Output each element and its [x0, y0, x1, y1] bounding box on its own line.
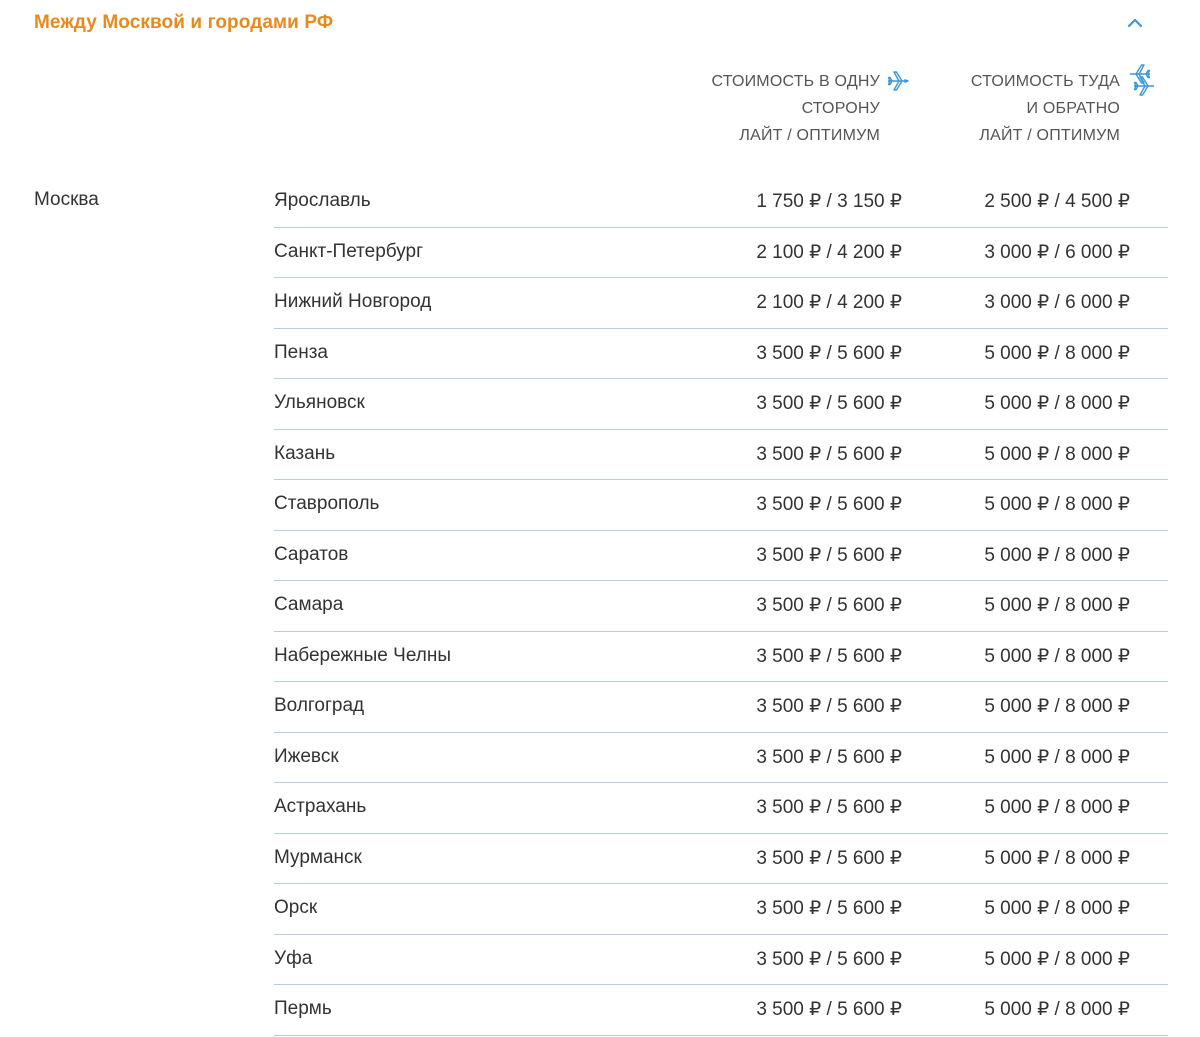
price-oneway: 3 500 ₽ / 5 600 ₽ [756, 847, 902, 869]
table-row [274, 682, 1168, 733]
table-row [274, 985, 1168, 1036]
destination-city: Астрахань [274, 796, 367, 817]
column-header-oneway [640, 68, 880, 149]
destination-city: Уфа [274, 947, 313, 969]
price-oneway: 3 500 ₽ / 5 600 ₽ [756, 999, 902, 1020]
table-row [274, 531, 1168, 582]
column-header-oneway-line2: СТОРОНУ [801, 100, 880, 117]
price-oneway: 3 500 ₽ / 5 600 ₽ [756, 595, 902, 616]
destination-city: Нижний Новгород [274, 291, 432, 312]
price-return: 5 000 ₽ / 8 000 ₽ [984, 494, 1130, 515]
section-title[interactable]: Между Москвой и городами РФ [34, 12, 334, 33]
destination-city: Мурманск [274, 846, 362, 868]
price-return: 2 500 ₽ / 4 500 ₽ [984, 191, 1130, 212]
price-return: 5 000 ₽ / 8 000 ₽ [984, 544, 1130, 566]
table-row [274, 632, 1168, 683]
table-row [274, 480, 1168, 531]
section-header[interactable] [34, 10, 1154, 40]
price-return: 5 000 ₽ / 8 000 ₽ [984, 847, 1130, 869]
price-return: 5 000 ₽ / 8 000 ₽ [984, 645, 1130, 667]
destination-city: Ярославль [274, 190, 371, 211]
price-oneway: 2 100 ₽ / 4 200 ₽ [756, 292, 902, 313]
destination-city: Пенза [274, 341, 328, 363]
price-oneway: 3 500 ₽ / 5 600 ₽ [756, 898, 902, 919]
column-header-return-line2: И ОБРАТНО [1026, 100, 1120, 117]
table-row [274, 935, 1168, 986]
table-row [274, 834, 1168, 885]
column-header-oneway-line1: СТОИМОСТЬ В ОДНУ [711, 73, 880, 90]
destination-city: Ульяновск [274, 392, 365, 413]
column-header-return-line1: СТОИМОСТЬ ТУДА [970, 73, 1120, 90]
table-row [274, 581, 1168, 632]
price-return: 5 000 ₽ / 8 000 ₽ [984, 393, 1130, 414]
destination-city: Ставрополь [274, 493, 380, 514]
table-row [274, 884, 1168, 935]
price-return: 5 000 ₽ / 8 000 ₽ [984, 746, 1130, 768]
price-oneway: 3 500 ₽ / 5 600 ₽ [756, 544, 902, 566]
price-oneway: 3 500 ₽ / 5 600 ₽ [756, 746, 902, 768]
round-trip-plane-icon [1124, 62, 1158, 109]
destination-city: Санкт-Петербург [274, 240, 424, 262]
price-return: 5 000 ₽ / 8 000 ₽ [984, 595, 1130, 616]
price-oneway: 3 500 ₽ / 5 600 ₽ [756, 494, 902, 515]
price-return: 5 000 ₽ / 8 000 ₽ [984, 342, 1130, 364]
price-oneway: 3 500 ₽ / 5 600 ₽ [756, 948, 902, 970]
column-header-oneway-line3: ЛАЙТ / ОПТИМУМ [739, 127, 880, 144]
destination-city: Казань [274, 442, 336, 464]
destination-city: Ижевск [274, 745, 339, 767]
table-row [274, 783, 1168, 834]
price-oneway: 3 500 ₽ / 5 600 ₽ [756, 443, 902, 465]
table-row [274, 278, 1168, 329]
column-header-return-line3: ЛАЙТ / ОПТИМУМ [979, 127, 1120, 144]
destination-city: Набережные Челны [274, 644, 451, 666]
destination-city: Пермь [274, 998, 332, 1019]
table-row [274, 733, 1168, 784]
routes-table [274, 177, 1168, 1036]
price-return: 5 000 ₽ / 8 000 ₽ [984, 696, 1130, 717]
chevron-up-icon[interactable] [1126, 14, 1144, 32]
destination-city: Волгоград [274, 695, 365, 716]
price-oneway: 3 500 ₽ / 5 600 ₽ [756, 342, 902, 364]
column-header-return [880, 68, 1120, 149]
price-return: 5 000 ₽ / 8 000 ₽ [984, 948, 1130, 970]
price-return: 5 000 ₽ / 8 000 ₽ [984, 999, 1130, 1020]
price-oneway: 3 500 ₽ / 5 600 ₽ [756, 393, 902, 414]
price-return: 3 000 ₽ / 6 000 ₽ [984, 241, 1130, 263]
price-return: 5 000 ₽ / 8 000 ₽ [984, 443, 1130, 465]
price-return: 5 000 ₽ / 8 000 ₽ [984, 898, 1130, 919]
price-return: 3 000 ₽ / 6 000 ₽ [984, 292, 1130, 313]
destination-city: Саратов [274, 543, 349, 565]
table-row [274, 430, 1168, 481]
origin-city: Москва [34, 189, 99, 210]
price-return: 5 000 ₽ / 8 000 ₽ [984, 797, 1130, 818]
price-oneway: 3 500 ₽ / 5 600 ₽ [756, 645, 902, 667]
destination-city: Орск [274, 897, 318, 918]
table-row [274, 177, 1168, 228]
table-row [274, 228, 1168, 279]
price-oneway: 2 100 ₽ / 4 200 ₽ [756, 241, 902, 263]
table-row [274, 379, 1168, 430]
price-oneway: 1 750 ₽ / 3 150 ₽ [756, 191, 902, 212]
table-row [274, 329, 1168, 380]
price-oneway: 3 500 ₽ / 5 600 ₽ [756, 797, 902, 818]
price-oneway: 3 500 ₽ / 5 600 ₽ [756, 696, 902, 717]
destination-city: Самара [274, 594, 344, 615]
